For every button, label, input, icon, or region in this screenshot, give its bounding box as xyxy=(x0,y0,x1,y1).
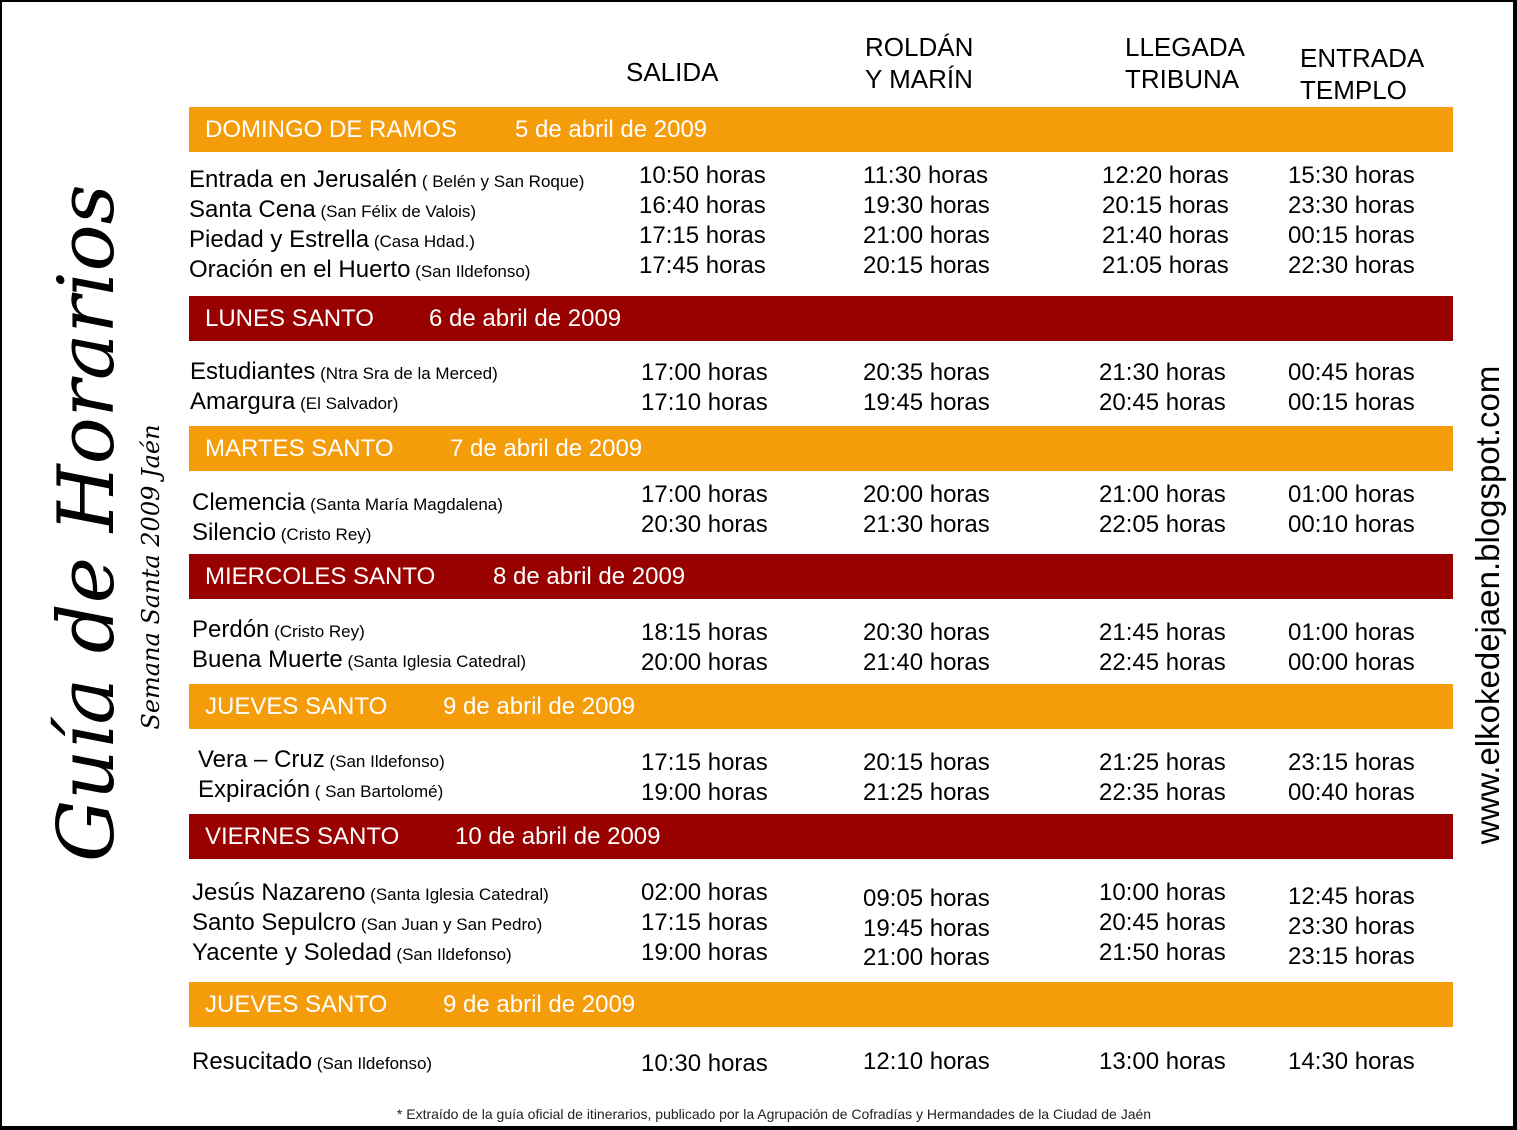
time-roldan: 21:25 horas xyxy=(863,779,990,806)
procession-name: Vera – Cruz (San Ildefonso) xyxy=(198,746,445,773)
time-roldan: 11:30 horas xyxy=(863,162,988,189)
time-roldan: 21:00 horas xyxy=(863,222,990,249)
day-name: JUEVES SANTO xyxy=(205,693,388,720)
time-roldan: 21:00 horas xyxy=(863,944,990,971)
procession-name: Clemencia (Santa María Magdalena) xyxy=(192,489,503,516)
procession-name: Resucitado (San Ildefonso) xyxy=(192,1048,433,1075)
time-entrada: 00:15 horas xyxy=(1288,389,1415,416)
day-band xyxy=(189,554,1453,599)
time-entrada: 01:00 horas xyxy=(1288,481,1415,508)
time-entrada: 00:15 horas xyxy=(1288,222,1415,249)
time-llegada: 21:00 horas xyxy=(1099,481,1226,508)
time-llegada: 12:20 horas xyxy=(1102,162,1229,189)
procession-name: Oración en el Huerto (San Ildefonso) xyxy=(189,256,531,283)
time-roldan: 20:15 horas xyxy=(863,749,990,776)
day-band xyxy=(189,426,1453,471)
time-llegada: 21:25 horas xyxy=(1099,749,1226,776)
procession-name: Piedad y Estrella (Casa Hdad.) xyxy=(189,226,475,253)
day-name: LUNES SANTO xyxy=(205,305,374,332)
procession-name: Estudiantes (Ntra Sra de la Merced) xyxy=(190,358,498,385)
time-roldan: 21:30 horas xyxy=(863,511,990,538)
day-date: 5 de abril de 2009 xyxy=(515,116,708,143)
footnote: * Extraído de la guía oficial de itinerarios, publicado por la Agrupación de Cofradías y Hermandades de la Ciudad de Jaén xyxy=(396,1106,1152,1122)
time-entrada: 00:45 horas xyxy=(1288,359,1415,386)
time-entrada: 00:10 horas xyxy=(1288,511,1415,538)
procession-name: Expiración ( San Bartolomé) xyxy=(198,776,444,803)
time-salida: 18:15 horas xyxy=(641,619,768,646)
time-llegada: 21:05 horas xyxy=(1102,252,1229,279)
time-roldan: 19:45 horas xyxy=(863,389,990,416)
time-salida: 17:15 horas xyxy=(639,222,766,249)
procession-name: Amargura (El Salvador) xyxy=(190,388,399,415)
procession-name: Perdón (Cristo Rey) xyxy=(192,616,365,643)
time-entrada: 22:30 horas xyxy=(1288,252,1415,279)
time-llegada: 21:30 horas xyxy=(1099,359,1226,386)
procession-name: Silencio (Cristo Rey) xyxy=(192,519,372,546)
time-roldan: 21:40 horas xyxy=(863,649,990,676)
day-date: 8 de abril de 2009 xyxy=(493,563,686,590)
time-salida: 02:00 horas xyxy=(641,879,768,906)
side-subtitle: Semana Santa 2009 Jaén xyxy=(137,424,165,730)
time-salida: 17:15 horas xyxy=(641,909,768,936)
time-entrada: 23:30 horas xyxy=(1288,913,1415,940)
time-llegada: 21:40 horas xyxy=(1102,222,1229,249)
time-llegada: 21:45 horas xyxy=(1099,619,1226,646)
time-salida: 19:00 horas xyxy=(641,939,768,966)
day-band xyxy=(189,982,1453,1027)
time-llegada: 10:00 horas xyxy=(1099,879,1226,906)
time-salida: 17:00 horas xyxy=(641,359,768,386)
day-name: VIERNES SANTO xyxy=(205,823,400,850)
time-llegada: 22:05 horas xyxy=(1099,511,1226,538)
time-entrada: 23:30 horas xyxy=(1288,192,1415,219)
time-salida: 17:45 horas xyxy=(639,252,766,279)
procession-name: Santo Sepulcro (San Juan y San Pedro) xyxy=(192,909,543,936)
column-header-roldan: ROLDÁN Y MARÍN xyxy=(865,32,974,94)
time-roldan: 19:30 horas xyxy=(863,192,990,219)
time-entrada: 00:00 horas xyxy=(1288,649,1415,676)
day-name: DOMINGO DE RAMOS xyxy=(205,116,458,143)
time-llegada: 13:00 horas xyxy=(1099,1048,1226,1075)
time-salida: 20:30 horas xyxy=(641,511,768,538)
day-band xyxy=(189,684,1453,729)
time-llegada: 22:45 horas xyxy=(1099,649,1226,676)
time-salida: 17:10 horas xyxy=(641,389,768,416)
day-name: MARTES SANTO xyxy=(205,435,394,462)
time-entrada: 14:30 horas xyxy=(1288,1048,1415,1075)
time-salida: 20:00 horas xyxy=(641,649,768,676)
time-llegada: 20:15 horas xyxy=(1102,192,1229,219)
procession-name: Yacente y Soledad (San Ildefonso) xyxy=(192,939,512,966)
time-salida: 17:15 horas xyxy=(641,749,768,776)
time-salida: 16:40 horas xyxy=(639,192,766,219)
time-entrada: 23:15 horas xyxy=(1288,943,1415,970)
time-roldan: 20:15 horas xyxy=(863,252,990,279)
procession-name: Buena Muerte (Santa Iglesia Catedral) xyxy=(192,646,527,673)
time-entrada: 12:45 horas xyxy=(1288,883,1415,910)
time-entrada: 23:15 horas xyxy=(1288,749,1415,776)
column-header-llegada: LLEGADA TRIBUNA xyxy=(1125,32,1245,94)
time-entrada: 01:00 horas xyxy=(1288,619,1415,646)
day-date: 7 de abril de 2009 xyxy=(450,435,643,462)
procession-name: Santa Cena (San Félix de Valois) xyxy=(189,196,477,223)
procession-name: Jesús Nazareno (Santa Iglesia Catedral) xyxy=(192,879,549,906)
time-salida: 10:50 horas xyxy=(639,162,766,189)
day-date: 10 de abril de 2009 xyxy=(455,823,661,850)
time-roldan: 12:10 horas xyxy=(863,1048,990,1075)
time-entrada: 15:30 horas xyxy=(1288,162,1415,189)
day-name: JUEVES SANTO xyxy=(205,991,388,1018)
day-band xyxy=(189,296,1453,341)
procession-name: Entrada en Jerusalén ( Belén y San Roque) xyxy=(189,166,585,193)
day-date: 9 de abril de 2009 xyxy=(443,991,636,1018)
side-title: Guía de Horarios xyxy=(42,184,132,862)
day-date: 9 de abril de 2009 xyxy=(443,693,636,720)
time-roldan: 20:00 horas xyxy=(863,481,990,508)
time-roldan: 19:45 horas xyxy=(863,915,990,942)
day-band xyxy=(189,107,1453,152)
time-llegada: 20:45 horas xyxy=(1099,389,1226,416)
time-roldan: 09:05 horas xyxy=(863,885,990,912)
time-roldan: 20:30 horas xyxy=(863,619,990,646)
column-header-salida: SALIDA xyxy=(626,57,719,87)
time-llegada: 20:45 horas xyxy=(1099,909,1226,936)
column-header-entrada: ENTRADA TEMPLO xyxy=(1300,43,1425,105)
day-name: MIERCOLES SANTO xyxy=(205,563,436,590)
time-llegada: 21:50 horas xyxy=(1099,939,1226,966)
day-date: 6 de abril de 2009 xyxy=(429,305,622,332)
time-entrada: 00:40 horas xyxy=(1288,779,1415,806)
time-salida: 17:00 horas xyxy=(641,481,768,508)
time-llegada: 22:35 horas xyxy=(1099,779,1226,806)
time-roldan: 20:35 horas xyxy=(863,359,990,386)
time-salida: 19:00 horas xyxy=(641,779,768,806)
day-band xyxy=(189,814,1453,859)
side-url: www.elkokedejaen.blogspot.com xyxy=(1469,365,1506,845)
time-salida: 10:30 horas xyxy=(641,1050,768,1077)
